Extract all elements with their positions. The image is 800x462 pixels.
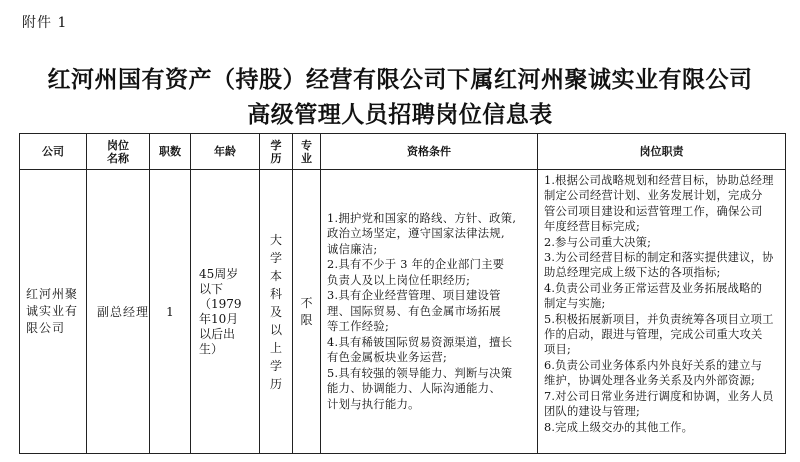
cell-position: 副总经理 (87, 170, 150, 454)
duty-line: 3.为公司经营目标的制定和落实提供建议，协 (544, 251, 774, 265)
company-line: 限公司 (26, 321, 66, 335)
duty-line: 作的启动，跟进与管理，完成公司重大攻关 (544, 328, 763, 342)
requirement-line: 计划与执行能力。 (327, 397, 420, 411)
age-line: 以下 (199, 281, 224, 296)
duty-line: 维护，协调处理各业务关系及内外部资源; (544, 374, 755, 388)
requirement-line: 2.具有不少于 3 年的企业部门主要 (327, 258, 505, 272)
header-company: 公司 (20, 134, 87, 170)
duty-line: 2.参与公司重大决策; (544, 235, 652, 249)
header-count: 职数 (150, 134, 191, 170)
annex-label: 附件 1 (22, 15, 68, 31)
header-major-line: 业 (301, 151, 312, 165)
header-major (293, 134, 321, 170)
header-education-line: 学 (270, 138, 282, 152)
duty-line: 制定与实施; (544, 297, 606, 311)
requirement-line: 3.具有企业经营管理、项目建设管 (327, 289, 501, 303)
age-line: 生） (199, 341, 224, 356)
requirement-line: 能力、协调能力、人际沟通能力、 (327, 382, 501, 396)
company-line: 诚实业有 (26, 304, 79, 318)
education-char: 本 (269, 268, 282, 283)
requirement-line: 有色金属板块业务运营; (327, 351, 448, 365)
header-position-line: 岗位 (107, 138, 129, 152)
duty-line: 团队的建设与管理; (544, 405, 640, 419)
education-char: 大 (269, 232, 282, 247)
education-char: 历 (269, 376, 282, 391)
cell-major (293, 170, 321, 454)
duty-line: 项目; (544, 343, 572, 357)
document-title-line-2: 高级管理人员招聘岗位信息表 (247, 102, 553, 128)
duty-line: 助总经理完成上级下达的各项指标; (544, 266, 721, 280)
requirement-line: 等工作经验; (327, 320, 390, 334)
duty-line: 制定公司经营计划、业务发展计划，完成分 (544, 189, 763, 203)
age-line: （1979 (199, 296, 242, 311)
header-major-line: 专 (301, 138, 312, 152)
header-requirements: 资格条件 (321, 134, 538, 170)
table-row (20, 170, 786, 454)
age-line: 年10月 (199, 311, 239, 326)
requirement-line: 诚信廉洁; (327, 242, 378, 256)
header-education (260, 134, 293, 170)
education-char: 科 (269, 286, 282, 301)
duty-line: 4.负责公司业务正常运营及业务拓展战略的 (544, 281, 763, 295)
cell-company (20, 170, 87, 454)
duty-line: 管公司项目建设和运营管理工作，确保公司 (544, 204, 763, 218)
cell-duties (538, 170, 786, 454)
requirement-line: 5.具有较强的领导能力、判断与决策 (327, 366, 513, 380)
company-line: 红河州聚 (26, 287, 79, 301)
cell-count: 1 (150, 170, 191, 454)
requirement-line: 政治立场坚定，遵守国家法律法规, (327, 227, 505, 241)
requirement-line: 理、国际贸易、有色金属市场拓展 (327, 304, 501, 318)
recruitment-table (19, 133, 786, 454)
major-char: 限 (300, 312, 313, 327)
cell-requirements (321, 170, 538, 454)
major-char: 不 (300, 295, 313, 310)
duty-line: 年度经营目标完成; (544, 220, 640, 234)
header-age: 年龄 (191, 134, 260, 170)
duty-line: 5.积极拓展新项目，并负责统筹各项目立项工 (544, 312, 774, 326)
age-line: 45周岁 (199, 266, 239, 281)
duty-line: 6.负责公司业务体系内外良好关系的建立与 (544, 358, 763, 372)
document-title-line-1: 红河州国有资产（持股）经营有限公司下属红河州聚诚实业有限公司 (47, 67, 753, 93)
header-position (87, 134, 150, 170)
header-duties: 岗位职责 (538, 134, 786, 170)
table-header-row (20, 134, 786, 170)
requirement-line: 负责人及以上岗位任职经历; (327, 273, 471, 287)
cell-age (191, 170, 260, 454)
age-line: 以后出 (199, 326, 236, 341)
duty-line: 1.根据公司战略规划和经营目标，协助总经理 (544, 174, 774, 187)
duty-line: 8.完成上级交办的其他工作。 (544, 420, 694, 434)
education-char: 上 (269, 340, 282, 355)
education-char: 及 (269, 304, 282, 319)
cell-education (260, 170, 293, 454)
duty-line: 7.对公司日常业务进行调度和协调，业务人员 (544, 389, 774, 403)
education-char: 学 (269, 250, 282, 265)
requirement-line: 1.拥护党和国家的路线、方针、政策, (327, 211, 517, 225)
education-char: 学 (269, 358, 282, 373)
header-position-line: 名称 (107, 151, 129, 165)
requirement-line: 4.具有稀铍国际贸易资源渠道，擅长 (327, 335, 513, 349)
education-char: 以 (269, 322, 282, 337)
header-education-line: 历 (270, 151, 282, 165)
